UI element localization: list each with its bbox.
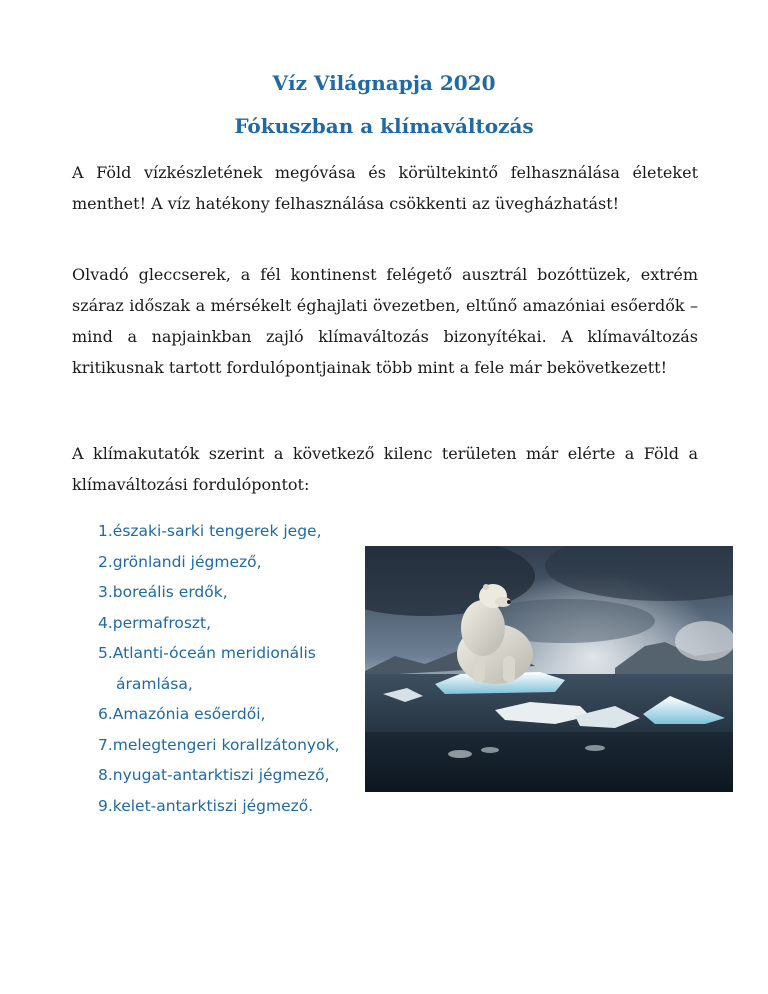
page-subtitle: Fókuszban a klímaváltozás: [234, 114, 534, 138]
evidence-paragraph: Olvadó gleccserek, a fél kontinenst felégető ausztrál bozóttüzek, extrém száraz időszak a mérsékelt éghajlati övezetben, eltűnő amazóniai esőerdők – mind a napjainkban zajló klímaváltozás bizonyítékai. A klímaváltozás kritikusnak tartott fordulópontjainak több mint a fele már bekövetkezett!: [72, 265, 698, 377]
list-item: 5.Atlanti-óceán meridionális áramlása,: [98, 644, 316, 693]
list-item: 7.melegtengeri korallzátonyok,: [98, 735, 340, 754]
tipping-points-list: [98, 516, 362, 821]
page-title: Víz Világnapja 2020: [272, 71, 496, 95]
list-intro-paragraph: A klímakutatók szerint a következő kilenc területen már elérte a Föld a klímaváltozási fordulópontot:: [72, 444, 698, 494]
list-item: 2.grönlandi jégmező,: [98, 552, 262, 571]
list-item: 4.permafroszt,: [98, 613, 212, 632]
list-item: 1.északi-sarki tengerek jege,: [98, 522, 322, 540]
list-item: 8.nyugat-antarktiszi jégmező,: [98, 766, 330, 784]
list-item: 3.boreális erdők,: [98, 583, 228, 601]
intro-paragraph: A Föld vízkészletének megóvása és körültekintő felhasználása életeket menthet! A víz hatékony felhasználása csökkenti az üvegházhatást!: [72, 163, 698, 213]
list-item: 6.Amazónia esőerdői,: [98, 705, 266, 723]
polar-bear-photo: [365, 546, 733, 792]
list-item: 9.kelet-antarktiszi jégmező.: [98, 796, 314, 815]
